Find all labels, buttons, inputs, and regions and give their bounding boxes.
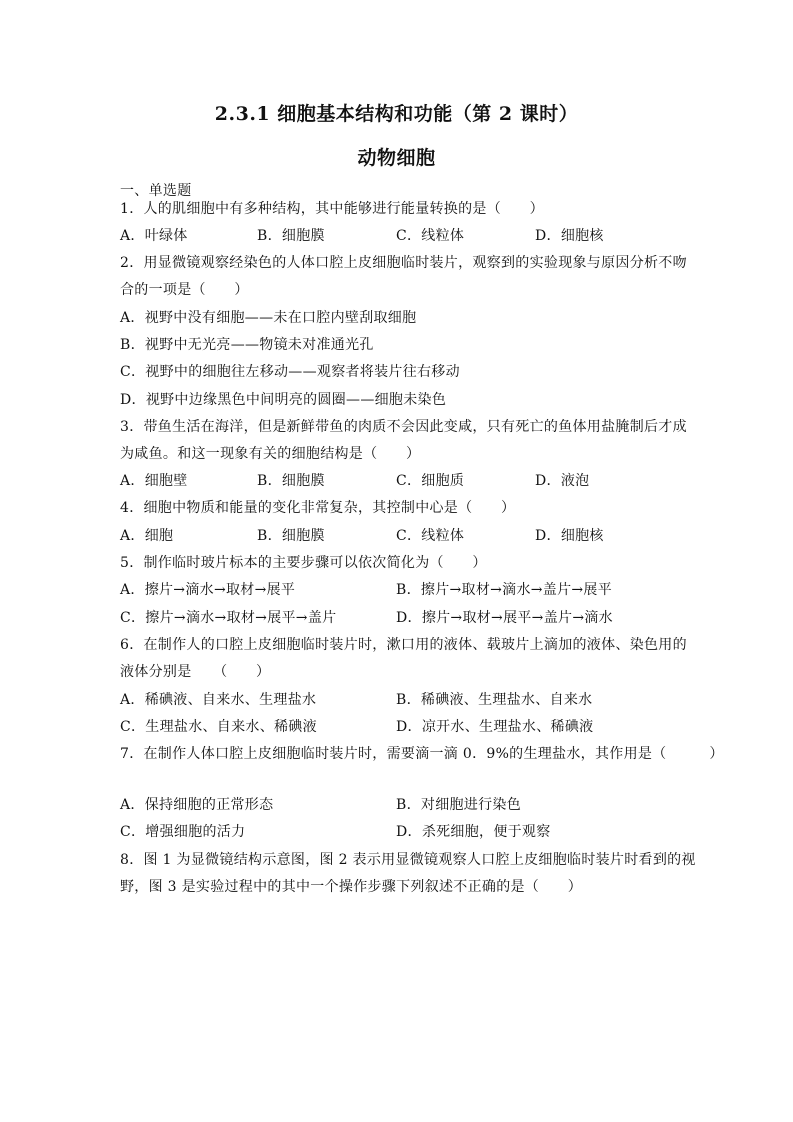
q7-option-b: B．对细胞进行染色 [396, 797, 521, 813]
question-6-stem-line-2: 液体分别是 （ ） [120, 664, 271, 680]
question-8-stem-line-1: 8．图 1 为显微镜结构示意图，图 2 表示用显微镜观察人口腔上皮细胞临时装片时看到的视 [120, 852, 696, 868]
q6-option-a: A．稀碘液、自来水、生理盐水 [120, 692, 317, 708]
question-3-stem-line-2: 为咸鱼。和这一现象有关的细胞结构是（ ） [120, 446, 421, 462]
q1-option-d: D．细胞核 [535, 228, 604, 244]
q2-option-b: B．视野中无光亮——物镜未对准通光孔 [120, 337, 374, 353]
q4-option-b: B．细胞膜 [257, 528, 325, 544]
q5-option-b: B．擦片→取材→滴水→盖片→展平 [396, 582, 613, 598]
q5-option-d: D．擦片→取材→展平→盖片→滴水 [396, 610, 613, 626]
section-heading: 一、单选题 [120, 183, 192, 199]
q6-option-d: D．凉开水、生理盐水、稀碘液 [396, 719, 594, 735]
q5-option-a: A．擦片→滴水→取材→展平 [120, 582, 296, 598]
q6-option-c: C．生理盐水、自来水、稀碘液 [120, 719, 317, 735]
q2-option-a: A．视野中没有细胞——未在口腔内壁刮取细胞 [120, 310, 417, 326]
question-5-stem: 5．制作临时玻片标本的主要步骤可以依次简化为（ ） [120, 555, 487, 571]
q2-option-c: C．视野中的细胞往左移动——观察者将装片往右移动 [120, 364, 460, 380]
q3-option-b: B．细胞膜 [257, 473, 325, 489]
q3-option-d: D．液泡 [535, 473, 590, 489]
q1-option-c: C．线粒体 [396, 228, 465, 244]
question-1-stem: 1．人的肌细胞中有多种结构，其中能够进行能量转换的是（ ） [120, 201, 544, 217]
question-2-stem-line-2: 合的一项是（ ） [120, 282, 249, 298]
q4-option-d: D．细胞核 [535, 528, 604, 544]
q7-option-a: A．保持细胞的正常形态 [120, 797, 274, 813]
q3-option-a: A．细胞壁 [120, 473, 188, 489]
question-7-stem: 7．在制作人体口腔上皮细胞临时装片时，需要滴一滴 0．9%的生理盐水，其作用是（ ） [120, 746, 724, 762]
q5-option-c: C．擦片→滴水→取材→展平→盖片 [120, 610, 337, 626]
q1-option-b: B．细胞膜 [257, 228, 325, 244]
q1-option-a: A．叶绿体 [120, 228, 188, 244]
page-subtitle: 动物细胞 [357, 147, 436, 169]
q2-option-d: D．视野中边缘黑色中间明亮的圆圈——细胞未染色 [120, 392, 447, 408]
q6-option-b: B．稀碘液、生理盐水、自来水 [396, 692, 593, 708]
question-4-stem: 4．细胞中物质和能量的变化非常复杂，其控制中心是（ ） [120, 500, 516, 516]
q7-option-c: C．增强细胞的活力 [120, 824, 246, 840]
question-6-stem-line-1: 6．在制作人的口腔上皮细胞临时装片时，漱口用的液体、载玻片上滴加的液体、染色用的 [120, 637, 687, 653]
question-3-stem-line-1: 3．带鱼生活在海洋，但是新鲜带鱼的肉质不会因此变咸，只有死亡的鱼体用盐腌制后才成 [120, 419, 687, 435]
q4-option-c: C．线粒体 [396, 528, 465, 544]
q4-option-a: A．细胞 [120, 528, 174, 544]
page-title: 2.3.1 细胞基本结构和功能（第 2 课时） [214, 103, 579, 125]
q7-option-d: D．杀死细胞，便于观察 [396, 824, 551, 840]
q3-option-c: C．细胞质 [396, 473, 465, 489]
question-2-stem-line-1: 2．用显微镜观察经染色的人体口腔上皮细胞临时装片，观察到的实验现象与原因分析不吻 [120, 255, 687, 271]
question-8-stem-line-2: 野，图 3 是实验过程中的其中一个操作步骤下列叙述不正确的是（ ） [120, 879, 583, 895]
